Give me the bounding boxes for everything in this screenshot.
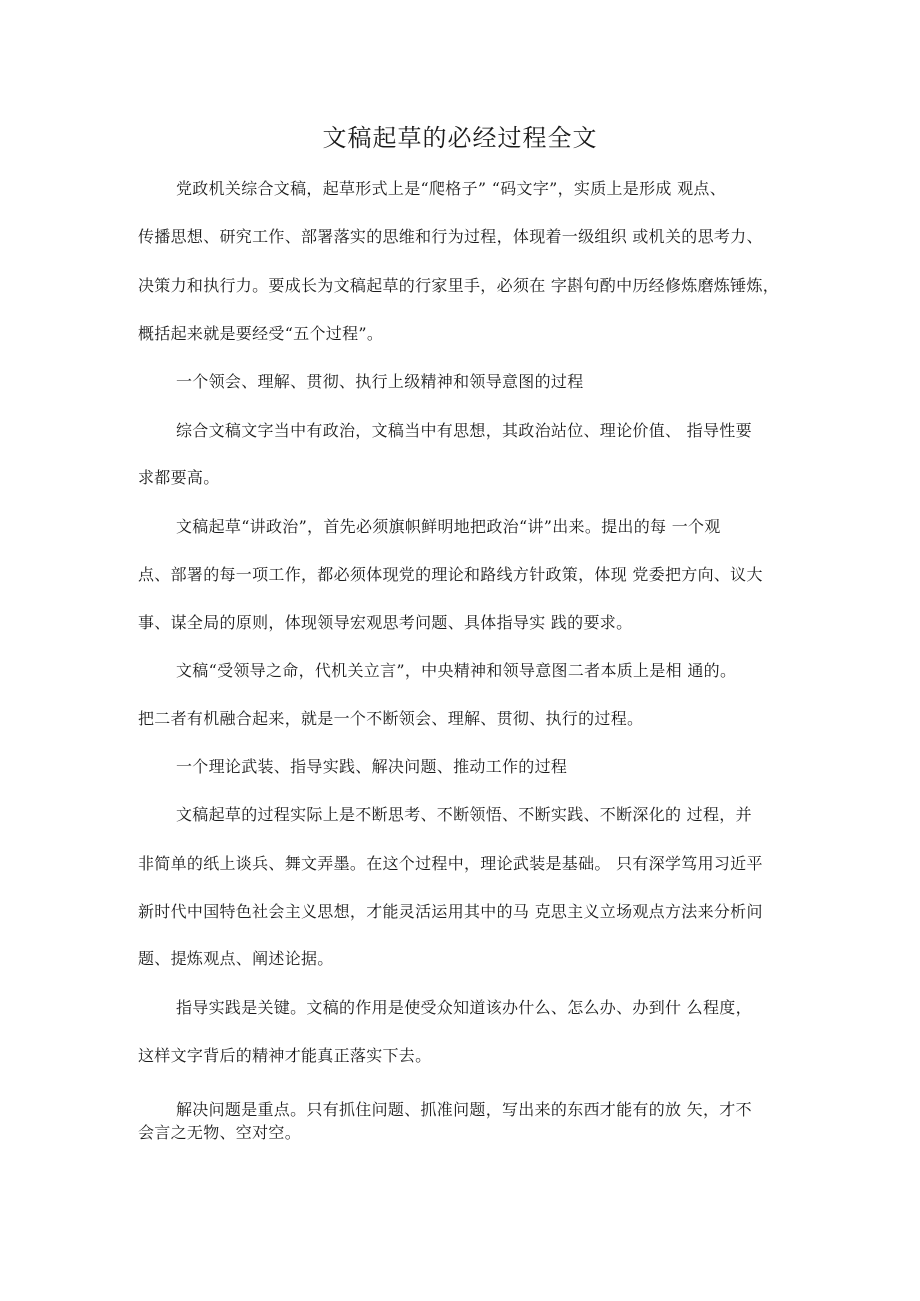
- body-line: 文稿“受领导之命，代机关立言”，中央精神和领导意图二者本质上是相 通的。: [176, 661, 737, 680]
- body-line: 新时代中国特色社会主义思想，才能灵活运用其中的马 克思主义立场观点方法来分析问: [138, 902, 763, 921]
- body-line: 会言之无物、空对空。: [138, 1123, 302, 1142]
- body-line: 指导实践是关键。文稿的作用是使受众知道该办什么、怎么办、办到什 么程度，: [176, 998, 752, 1017]
- body-line: 决策力和执行力。要成长为文稿起草的行家里手，必须在 字斟句酌中历经修炼磨炼锤炼，: [138, 276, 780, 295]
- body-line: 这样文字背后的精神才能真正落实下去。: [138, 1046, 432, 1065]
- body-line: 文稿起草的过程实际上是不断思考、不断领悟、不断实践、不断深化的 过程，并: [176, 805, 752, 824]
- body-line: 综合文稿文字当中有政治，文稿当中有思想，其政治站位、理论价值、 指导性要: [176, 421, 752, 440]
- body-line: 概括起来就是要经受“五个过程”。: [138, 324, 384, 343]
- section-heading: 一个理论武装、指导实践、解决问题、推动工作的过程: [176, 757, 568, 776]
- body-line: 非简单的纸上谈兵、舞文弄墨。在这个过程中，理论武装是基础。 只有深学笃用习近平: [138, 854, 763, 873]
- body-line: 题、提炼观点、阐述论据。: [138, 949, 334, 968]
- body-line: 把二者有机融合起来，就是一个不断领会、理解、贯彻、执行的过程。: [138, 709, 644, 728]
- section-heading: 一个领会、理解、贯彻、执行上级精神和领导意图的过程: [176, 372, 584, 391]
- body-line: 解决问题是重点。只有抓住问题、抓准问题，写出来的东西才能有的放 矢，才不: [176, 1100, 752, 1119]
- body-line: 点、部署的每一项工作，都必须体现党的理论和路线方针政策，体现 党委把方向、议大: [138, 565, 763, 584]
- document-title: 文稿起草的必经过程全文: [322, 124, 598, 152]
- body-line: 求都要高。: [138, 468, 220, 487]
- body-line: 事、谋全局的原则，体现领导宏观思考问题、具体指导实 践的要求。: [138, 613, 633, 632]
- body-line: 党政机关综合文稿，起草形式上是“爬格子” “码文字”，实质上是形成 观点、: [176, 179, 726, 198]
- body-line: 文稿起草“讲政治”，首先必须旗帜鲜明地把政治“讲”出来。提出的每 一个观: [176, 517, 721, 536]
- body-line: 传播思想、研究工作、部署落实的思维和行为过程，体现着一级组织 或机关的思考力、: [138, 227, 763, 246]
